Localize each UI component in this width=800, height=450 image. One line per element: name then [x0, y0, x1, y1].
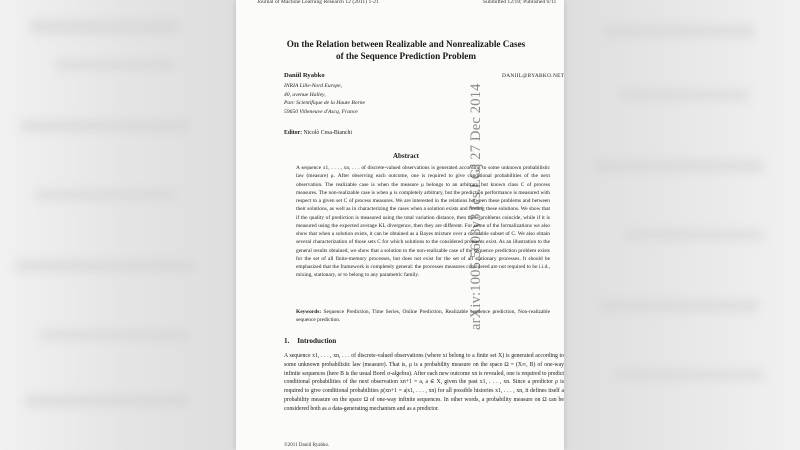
- affiliation-line: Parc Scientifique de la Haute Borne: [284, 100, 366, 107]
- editor-name: Nicolò Cesa-Bianchi: [303, 130, 352, 136]
- author-email: DANIIL@RYABKO.NET: [502, 73, 564, 79]
- left-blurred-background: [0, 0, 236, 450]
- author-name: Daniil Ryabko: [284, 72, 325, 79]
- editor-label: Editor:: [284, 130, 303, 136]
- copyright-notice: ©2011 Daniil Ryabko.: [284, 443, 330, 448]
- affiliation-line: INRIA Lille-Nord Europe,: [284, 83, 343, 89]
- right-blurred-background: [564, 0, 800, 450]
- title-line-1: On the Relation between Realizable and Nonrealizable Cases: [286, 39, 526, 49]
- keywords-label: Keywords:: [296, 309, 322, 315]
- paper-title: [256, 38, 556, 62]
- keywords-text: Sequence Prediction, Time Series, Online Prediction, Realizable sequence prediction, Non-realizable sequence prediction.: [296, 309, 550, 324]
- abstract-heading: Abstract: [392, 152, 420, 160]
- journal-header: Journal of Machine Learning Research 12 (2011) 1-21: [257, 0, 379, 5]
- affiliation-line: 59650 Villeneuve d'Ascq, France: [284, 108, 358, 115]
- editor-line: [284, 130, 352, 136]
- abstract-text: A sequence x1, . . . , xn, . . . of discrete-valued observations is generated according to some unknown probabilistic law (measure) μ. After observing each outcome, one is required to give conditional probabilities of the next observation. The realizable case is when the measure μ belongs to an arbitrary but known class C of process measures. The non-realizable case is when μ is completely arbitrary, but the prediction performance is measured with respect to a given set C of process measures. We are interested in the relations between these problems and between their solutions, as well as in characterizing the cases when a solution exists and finding these solutions. We show that if the quality of prediction is measured using the total variation distance, then these problems coincide, while if it is measured using the expected average KL divergence, then they are different. For some of the formalizations we also show that when a solution exists, it can be obtained as a Bayes mixture over a countable subset of C. We also obtain several characterization of those sets C for which solutions to the considered problems exist. As an illustration to the general results obtained, we show that a solution to the non-realizable case of the sequence prediction problem exists for the set of all finite-memory processes, but does not exist for the set of all stationary processes. It should be emphasized that the framework is completely general: the processes measures considered are not required to be i.i.d., mixing, stationary, or to belong to any parametric family.: [296, 165, 550, 279]
- introduction-paragraph: A sequence x1, . . . , xn, . . . of discrete-valued observations (where xi belong to a finite set X) is generated according to some unknown probabilistic law (measure). That is, μ is a probability measure on the space Ω = (X∞, B) of one-way infinite sequences (here B is the usual Borel σ-algebra). After each new outcome xn is revealed, one is required to predict conditional probabilities of the next observation xn+1 = a, a ∈ X, given the past x1, . . . , xn. Since a predictor ρ is required to give conditional probabilities ρ(xn+1 = a|x1, . . . , xn) for all possible histories x1, . . . , xn, it defines itself a probability measure on the space Ω of one-way infinite sequences. In other words, a probability measure on Ω can be considered both as a data-generating mechanism and as a predictor.: [284, 353, 564, 412]
- keywords: [296, 308, 550, 325]
- paper-page: [236, 0, 564, 450]
- section-number: 1.: [284, 337, 290, 345]
- section-heading-introduction: [284, 337, 336, 345]
- affiliation-line: 40, avenue Halley,: [284, 91, 326, 98]
- section-title: Introduction: [297, 337, 337, 345]
- title-line-2: of the Sequence Prediction Problem: [335, 51, 476, 61]
- submission-dates: Submitted 12/10; Published 6/11: [483, 0, 557, 5]
- author-affiliation: [284, 82, 365, 116]
- arxiv-identifier: arXiv:1005.5603v3 [cs.LG] 27 Dec 2014: [468, 83, 484, 330]
